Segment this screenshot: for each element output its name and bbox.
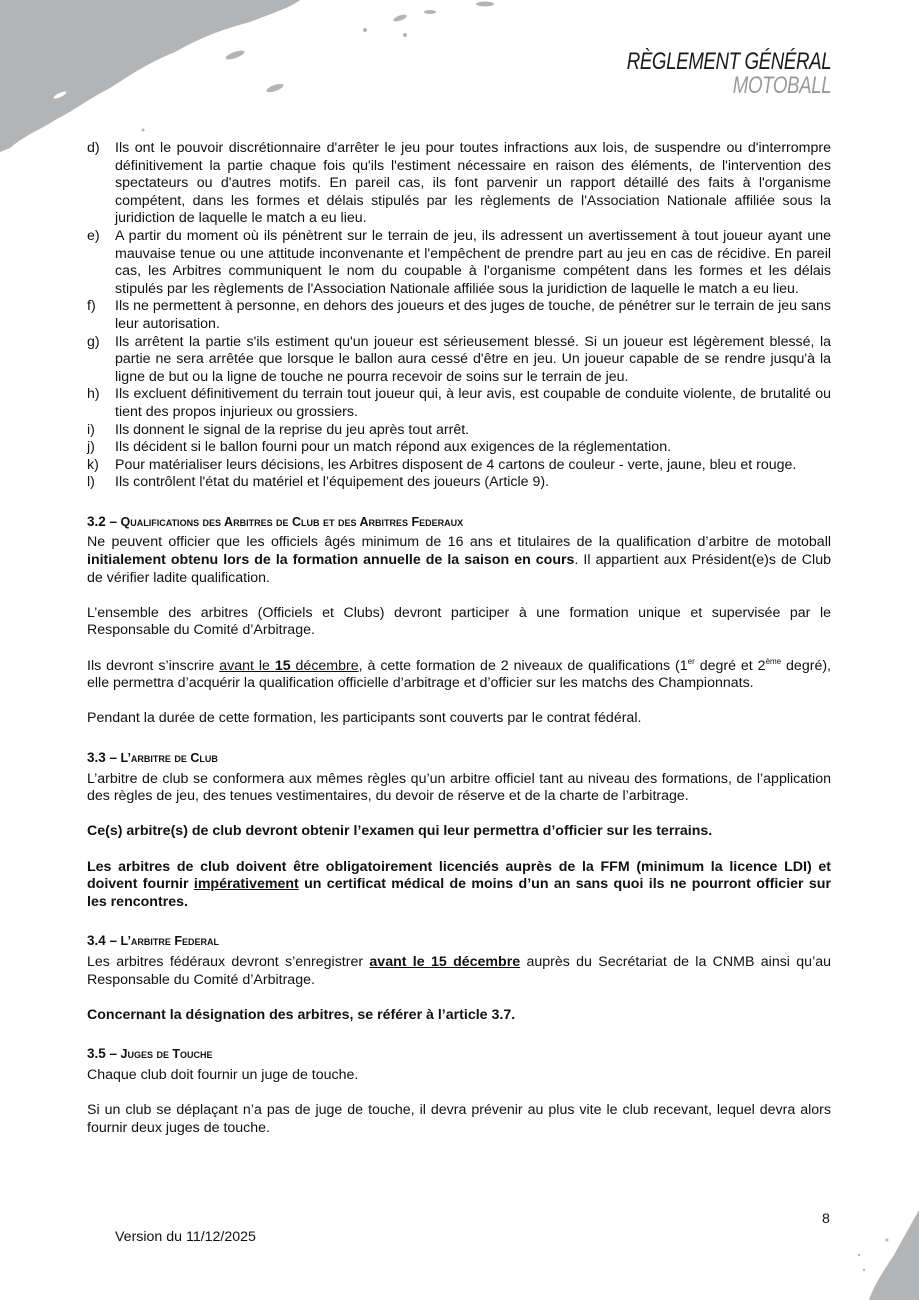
- list-item-text: Ils excluent définitivement du terrain tout joueur qui, à leur avis, est coupable de conduite violente, de brutalité ou tient des propos injurieux ou grossiers.: [115, 386, 831, 420]
- brand-title-line1: RÈGLEMENT GÉNÉRAL: [626, 48, 831, 75]
- list-item: [59, 422, 831, 440]
- list-item: [59, 386, 831, 421]
- list-item: [59, 298, 831, 333]
- list-item-label: h): [87, 386, 100, 403]
- paragraph: L’arbitre de club se conformera aux mêmes règles qu’un arbitre officiel tant au niveau des formations, de l’application des règles de jeu, des tenues vestimentaires, du devoir de réserve et de la charte de l’arbitrage.: [87, 770, 831, 805]
- section-heading: 3.2 – Qualifications des Arbitres de Club et des Arbitres Federaux: [87, 513, 464, 529]
- paragraph: Chaque club doit fournir un juge de touche.: [87, 1066, 359, 1083]
- paragraph: Les arbitres fédéraux devront s’enregistrer avant le 15 décembre auprès du Secrétariat de la CNMB ainsi qu’au Responsable du Comité d’Arbitrage.: [87, 953, 832, 988]
- paragraph: Ils devront s’inscrire avant le 15 décembre, à cette formation de 2 niveaux de qualifications (1er degré et 2ème degré), elle permettra d’acquérir la qualification officielle d’arbitrage et d’officier sur les matchs des Championnats.: [87, 656, 831, 692]
- paragraph-bold: Ce(s) arbitre(s) de club devront obtenir l’examen qui leur permettra d’officier sur les terrains.: [87, 823, 713, 840]
- list-item-label: f): [87, 298, 96, 315]
- section-3-4: [87, 932, 831, 1024]
- referee-duties-list: [59, 140, 831, 492]
- list-item-text: Ils ont le pouvoir discrétionnaire d'arrêter le jeu pour toutes infractions aux lois, de suspendre ou d'interrompre définitivement la partie chaque fois qu'ils l'estiment nécessaire en raison des éléments, de l'intervention des spectateurs ou d'autres motifs. En pareil cas, ils font parvenir un rapport détaillé des faits à l'organisme compétent, dans les formes et délais stipulés par les règlements de l'Association Nationale affiliée sous la juridiction de laquelle le match a eu lieu.: [115, 140, 831, 227]
- brand-title-line2: MOTOBALL: [732, 72, 831, 99]
- list-item-label: g): [87, 333, 100, 350]
- section-heading: 3.5 – Juges de Touche: [87, 1046, 213, 1062]
- list-item-text: Ils contrôlent l'état du matériel et l’équipement des joueurs (Article 9).: [115, 474, 550, 491]
- document-body: [87, 140, 831, 1137]
- document-brand-title: [569, 50, 831, 98]
- footer-version: Version du 11/12/2025: [115, 1229, 256, 1245]
- list-item-text: Ils ne permettent à personne, en dehors des joueurs et des juges de touche, de pénétrer sur le terrain de jeu sans leur autorisation.: [115, 298, 831, 332]
- paragraph: Pendant la durée de cette formation, les participants sont couverts par le contrat fédéral.: [87, 710, 642, 727]
- splash-decoration-top-left: [0, 0, 540, 160]
- list-item-text: Ils donnent le signal de la reprise du jeu après tout arrêt.: [115, 421, 470, 438]
- list-item: [59, 474, 831, 492]
- paragraph: Ne peuvent officier que les officiels âgés minimum de 16 ans et titulaires de la qualification d’arbitre de motoball initialement obtenu lors de la formation annuelle de la saison en cours. Il appartient aux Président(e)s de Club de vérifier ladite qualification.: [87, 534, 831, 586]
- list-item: [59, 140, 831, 228]
- list-item: [59, 228, 831, 298]
- list-item-text: Ils arrêtent la partie s'ils estiment qu'un joueur est sérieusement blessé. Si un joueur est légèrement blessé, la partie ne sera arrêtée que lorsque le ballon aura cessé d'être en jeu. Un joueur capable de se rendre jusqu'à la ligne de but ou la ligne de touche ne pourra recevoir de soins sur le terrain de jeu.: [115, 333, 831, 385]
- list-item-text: A partir du moment où ils pénètrent sur le terrain de jeu, ils adressent un avertissement à tout joueur ayant une mauvaise tenue ou une attitude inconvenante et l'empêchent de prendre part au jeu en cas de récidive. En pareil cas, les Arbitres communiquent le nom du coupable à l'organisme compétent dans les formes et les délais stipulés par les règlements de l'Association Nationale affiliée sous la juridiction de laquelle le match a eu lieu.: [115, 227, 831, 297]
- section-3-3: [87, 749, 831, 911]
- section-3-5: [87, 1045, 831, 1137]
- section-heading: 3.3 – L’arbitre de Club: [87, 750, 218, 765]
- list-item-label: d): [87, 140, 100, 156]
- list-item-label: l): [87, 474, 95, 491]
- list-item-label: e): [87, 227, 100, 244]
- list-item-label: i): [87, 421, 95, 438]
- section-3-2: [87, 513, 831, 728]
- paragraph: L’ensemble des arbitres (Officiels et Clubs) devront participer à une formation unique et supervisée par le Responsable du Comité d’Arbitrage.: [87, 604, 831, 639]
- paragraph-bold: Les arbitres de club doivent être obligatoirement licenciés auprès de la FFM (minimum la licence LDI) et doivent fournir impérativement un certificat médical de moins d’un an sans quoi ils ne pourront officier sur les rencontres.: [87, 858, 831, 910]
- list-item-text: Ils décident si le ballon fourni pour un match répond aux exigences de la réglementation.: [115, 439, 672, 456]
- list-item-label: j): [87, 439, 95, 456]
- list-item-label: k): [87, 456, 99, 473]
- page-number: 8: [822, 1211, 830, 1227]
- list-item: [59, 457, 831, 475]
- list-item-text: Pour matérialiser leurs décisions, les Arbitres disposent de 4 cartons de couleur - verte, jaune, bleu et rouge.: [115, 456, 797, 473]
- paragraph: Si un club se déplaçant n’a pas de juge de touche, il devra prévenir au plus vite le club recevant, lequel devra alors fournir deux juges de touche.: [87, 1102, 831, 1136]
- section-heading: 3.4 – L’arbitre Federal: [87, 933, 220, 949]
- list-item: [59, 439, 831, 457]
- paragraph-bold: Concernant la désignation des arbitres, se référer à l’article 3.7.: [87, 1006, 516, 1023]
- splash-decoration-bottom-right: [839, 1200, 919, 1300]
- list-item: [59, 334, 831, 387]
